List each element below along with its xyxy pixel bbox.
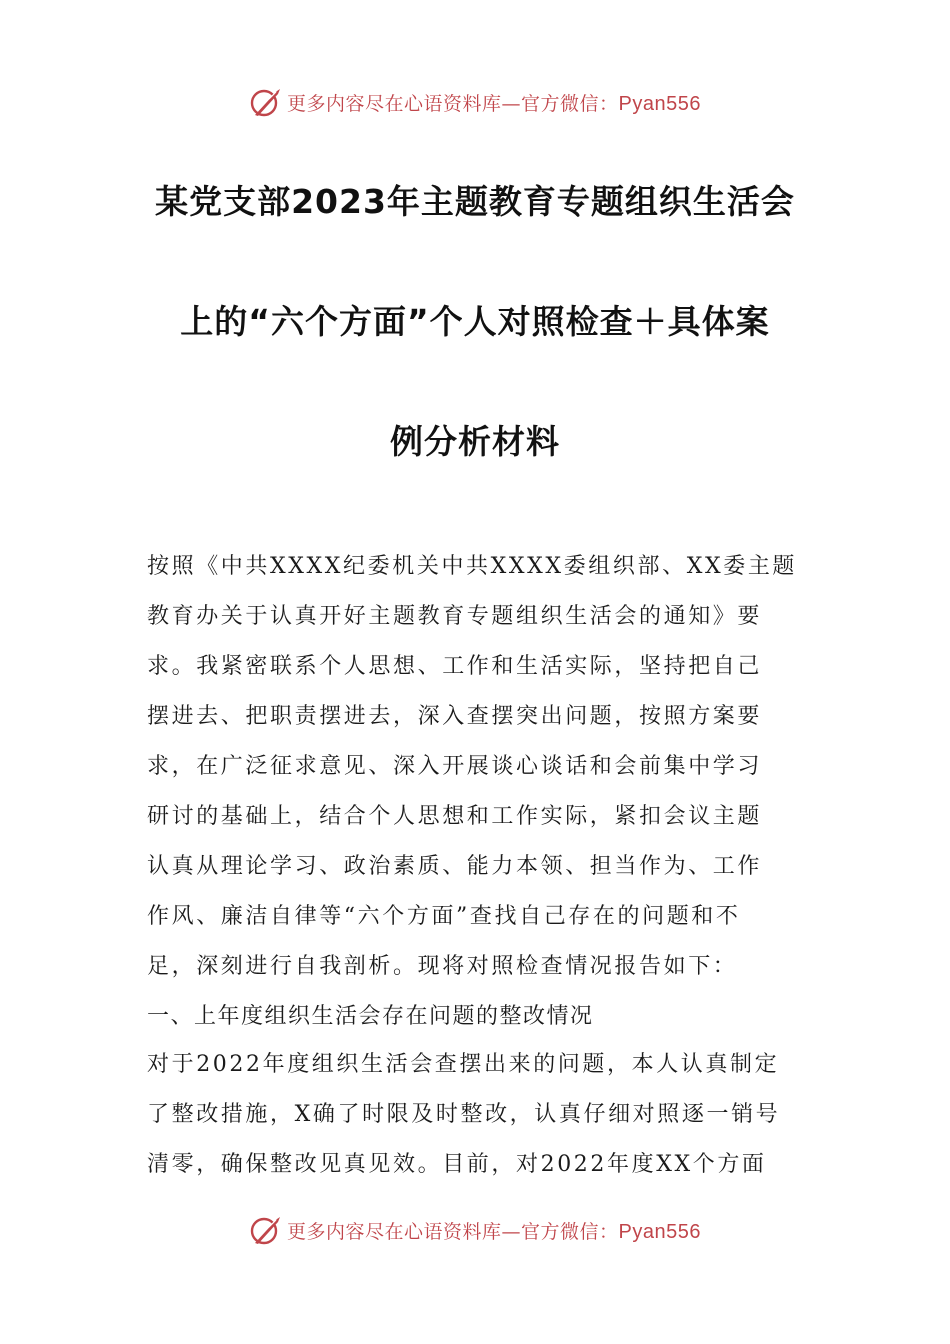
text-line: 按照《中共XXXX纪委机关中共XXXX委组织部、XX委主题 <box>147 554 798 579</box>
document-title-line-2: 上的“六个方面”个人对照检查＋具体案 <box>180 302 770 341</box>
watermark-text: 更多内容尽在心语资料库—官方微信：Pyan556 <box>287 92 701 115</box>
text-line: 了整改措施，X确了时限及时整改，认真仔细对照逐一销号 <box>147 1102 781 1127</box>
text-line: 教育办关于认真开好主题教育专题组织生活会的通知》要 <box>147 604 763 629</box>
text-line: 求。我紧密联系个人思想、工作和生活实际，坚持把自己 <box>147 654 763 679</box>
watermark-banner-top <box>0 84 950 120</box>
intro-paragraph <box>147 542 807 992</box>
quill-logo-icon <box>249 1213 283 1247</box>
quill-logo-icon <box>249 85 283 119</box>
watermark-banner-bottom <box>0 1212 950 1248</box>
text-line: 作风、廉洁自律等“六个方面”查找自己存在的问题和不 <box>147 904 741 929</box>
section-1-paragraph <box>147 1040 807 1190</box>
text-line: 足，深刻进行自我剖析。现将对照检查情况报告如下： <box>147 954 738 979</box>
watermark-text: 更多内容尽在心语资料库—官方微信：Pyan556 <box>287 1220 701 1243</box>
section-heading-1: 一、上年度组织生活会存在问题的整改情况 <box>147 1004 594 1029</box>
text-line: 清零，确保整改见真见效。目前，对2022年度XX个方面 <box>147 1152 767 1177</box>
document-title-line-3: 例分析材料 <box>390 422 560 461</box>
document-title-line-1: 某党支部2023年主题教育专题组织生活会 <box>155 182 795 221</box>
text-line: 认真从理论学习、政治素质、能力本领、担当作为、工作 <box>147 854 763 879</box>
text-line: 对于2022年度组织生活会查摆出来的问题，本人认真制定 <box>147 1052 780 1077</box>
text-line: 摆进去、把职责摆进去，深入查摆突出问题，按照方案要 <box>147 704 763 729</box>
text-line: 求，在广泛征求意见、深入开展谈心谈话和会前集中学习 <box>147 754 763 779</box>
text-line: 研讨的基础上，结合个人思想和工作实际，紧扣会议主题 <box>147 804 763 829</box>
